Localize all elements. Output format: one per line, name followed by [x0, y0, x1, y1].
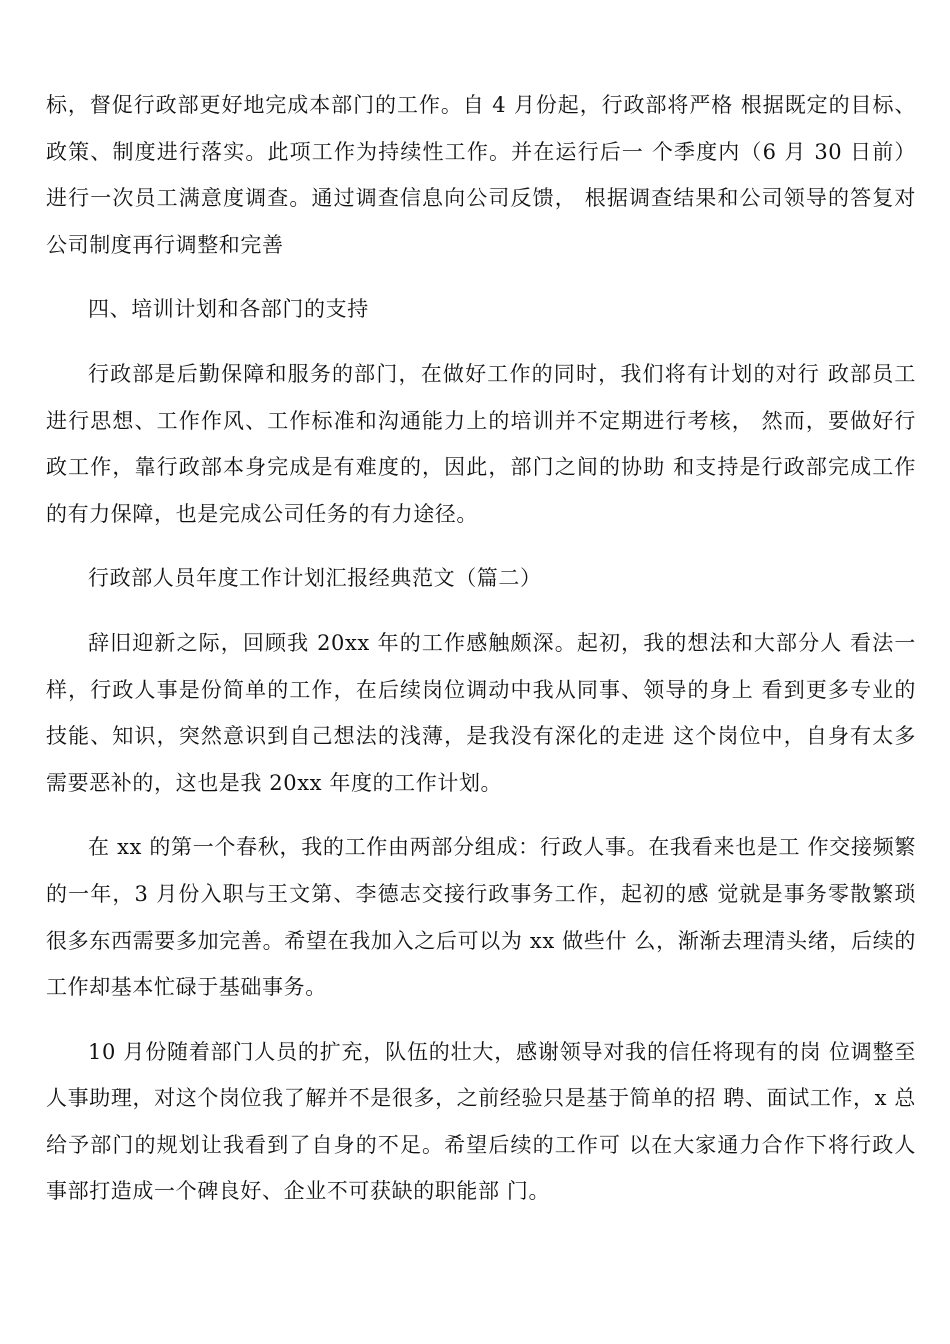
section-heading-training: 四、培训计划和各部门的支持 [88, 297, 369, 322]
paragraph-1: 标，督促行政部更好地完成本部门的工作。自 4 月份起，行政部将严格 根据既定的目标、政策、制度进行落实。此项工作为持续性工作。并在运行后一 个季度内（6 月 30 日前）进行一次员工满意度调查。通过调查信息向公司反馈， 根据调查结果和公司领导的答复对公司制度再行调整和完善 [46, 93, 916, 257]
paragraph-2: 行政部是后勤保障和服务的部门，在做好工作的同时，我们将有计划的对行 政部员工进行思想、工作作风、工作标准和沟通能力上的培训并不定期进行考核， 然而，要做好行政工作，靠行政部本身完成是有难度的，因此，部门之间的协助 和支持是行政部完成工作的有力保障，也是完成公司任务的有力途径。 [46, 361, 916, 526]
paragraph-4: 在 xx 的第一个春秋，我的工作由两部分组成：行政人事。在我看来也是工 作交接频繁的一年，3 月份入职与王文第、李德志交接行政事务工作，起初的感 觉就是事务零散繁琐很多东西需要多加完善。希望在我加入之后可以为 xx 做些什 么，渐渐去理清头绪，后续的工作却基本忙碌于基础事务。 [46, 835, 916, 1000]
article-title-part-two: 行政部人员年度工作计划汇报经典范文（篇二） [88, 566, 542, 591]
paragraph-3: 辞旧迎新之际，回顾我 20xx 年的工作感触颇深。起初，我的想法和大部分人 看法一样，行政人事是份简单的工作，在后续岗位调动中我从同事、领导的身上 看到更多专业的技能、知识，突然意识到自己想法的浅薄，是我没有深化的走进 这个岗位中，自身有太多需要恶补的，这也是我 20xx 年度的工作计划。 [46, 630, 916, 795]
document-page [46, 82, 916, 1233]
paragraph-5: 10 月份随着部门人员的扩充，队伍的壮大，感谢领导对我的信任将现有的岗 位调整至人事助理，对这个岗位我了解并不是很多，之前经验只是基于简单的招 聘、面试工作，x 总给予部门的规划让我看到了自身的不足。希望后续的工作可 以在大家通力合作下将行政人事部打造成一个碑良好、企业不可获缺的职能部 门。 [46, 1039, 916, 1204]
